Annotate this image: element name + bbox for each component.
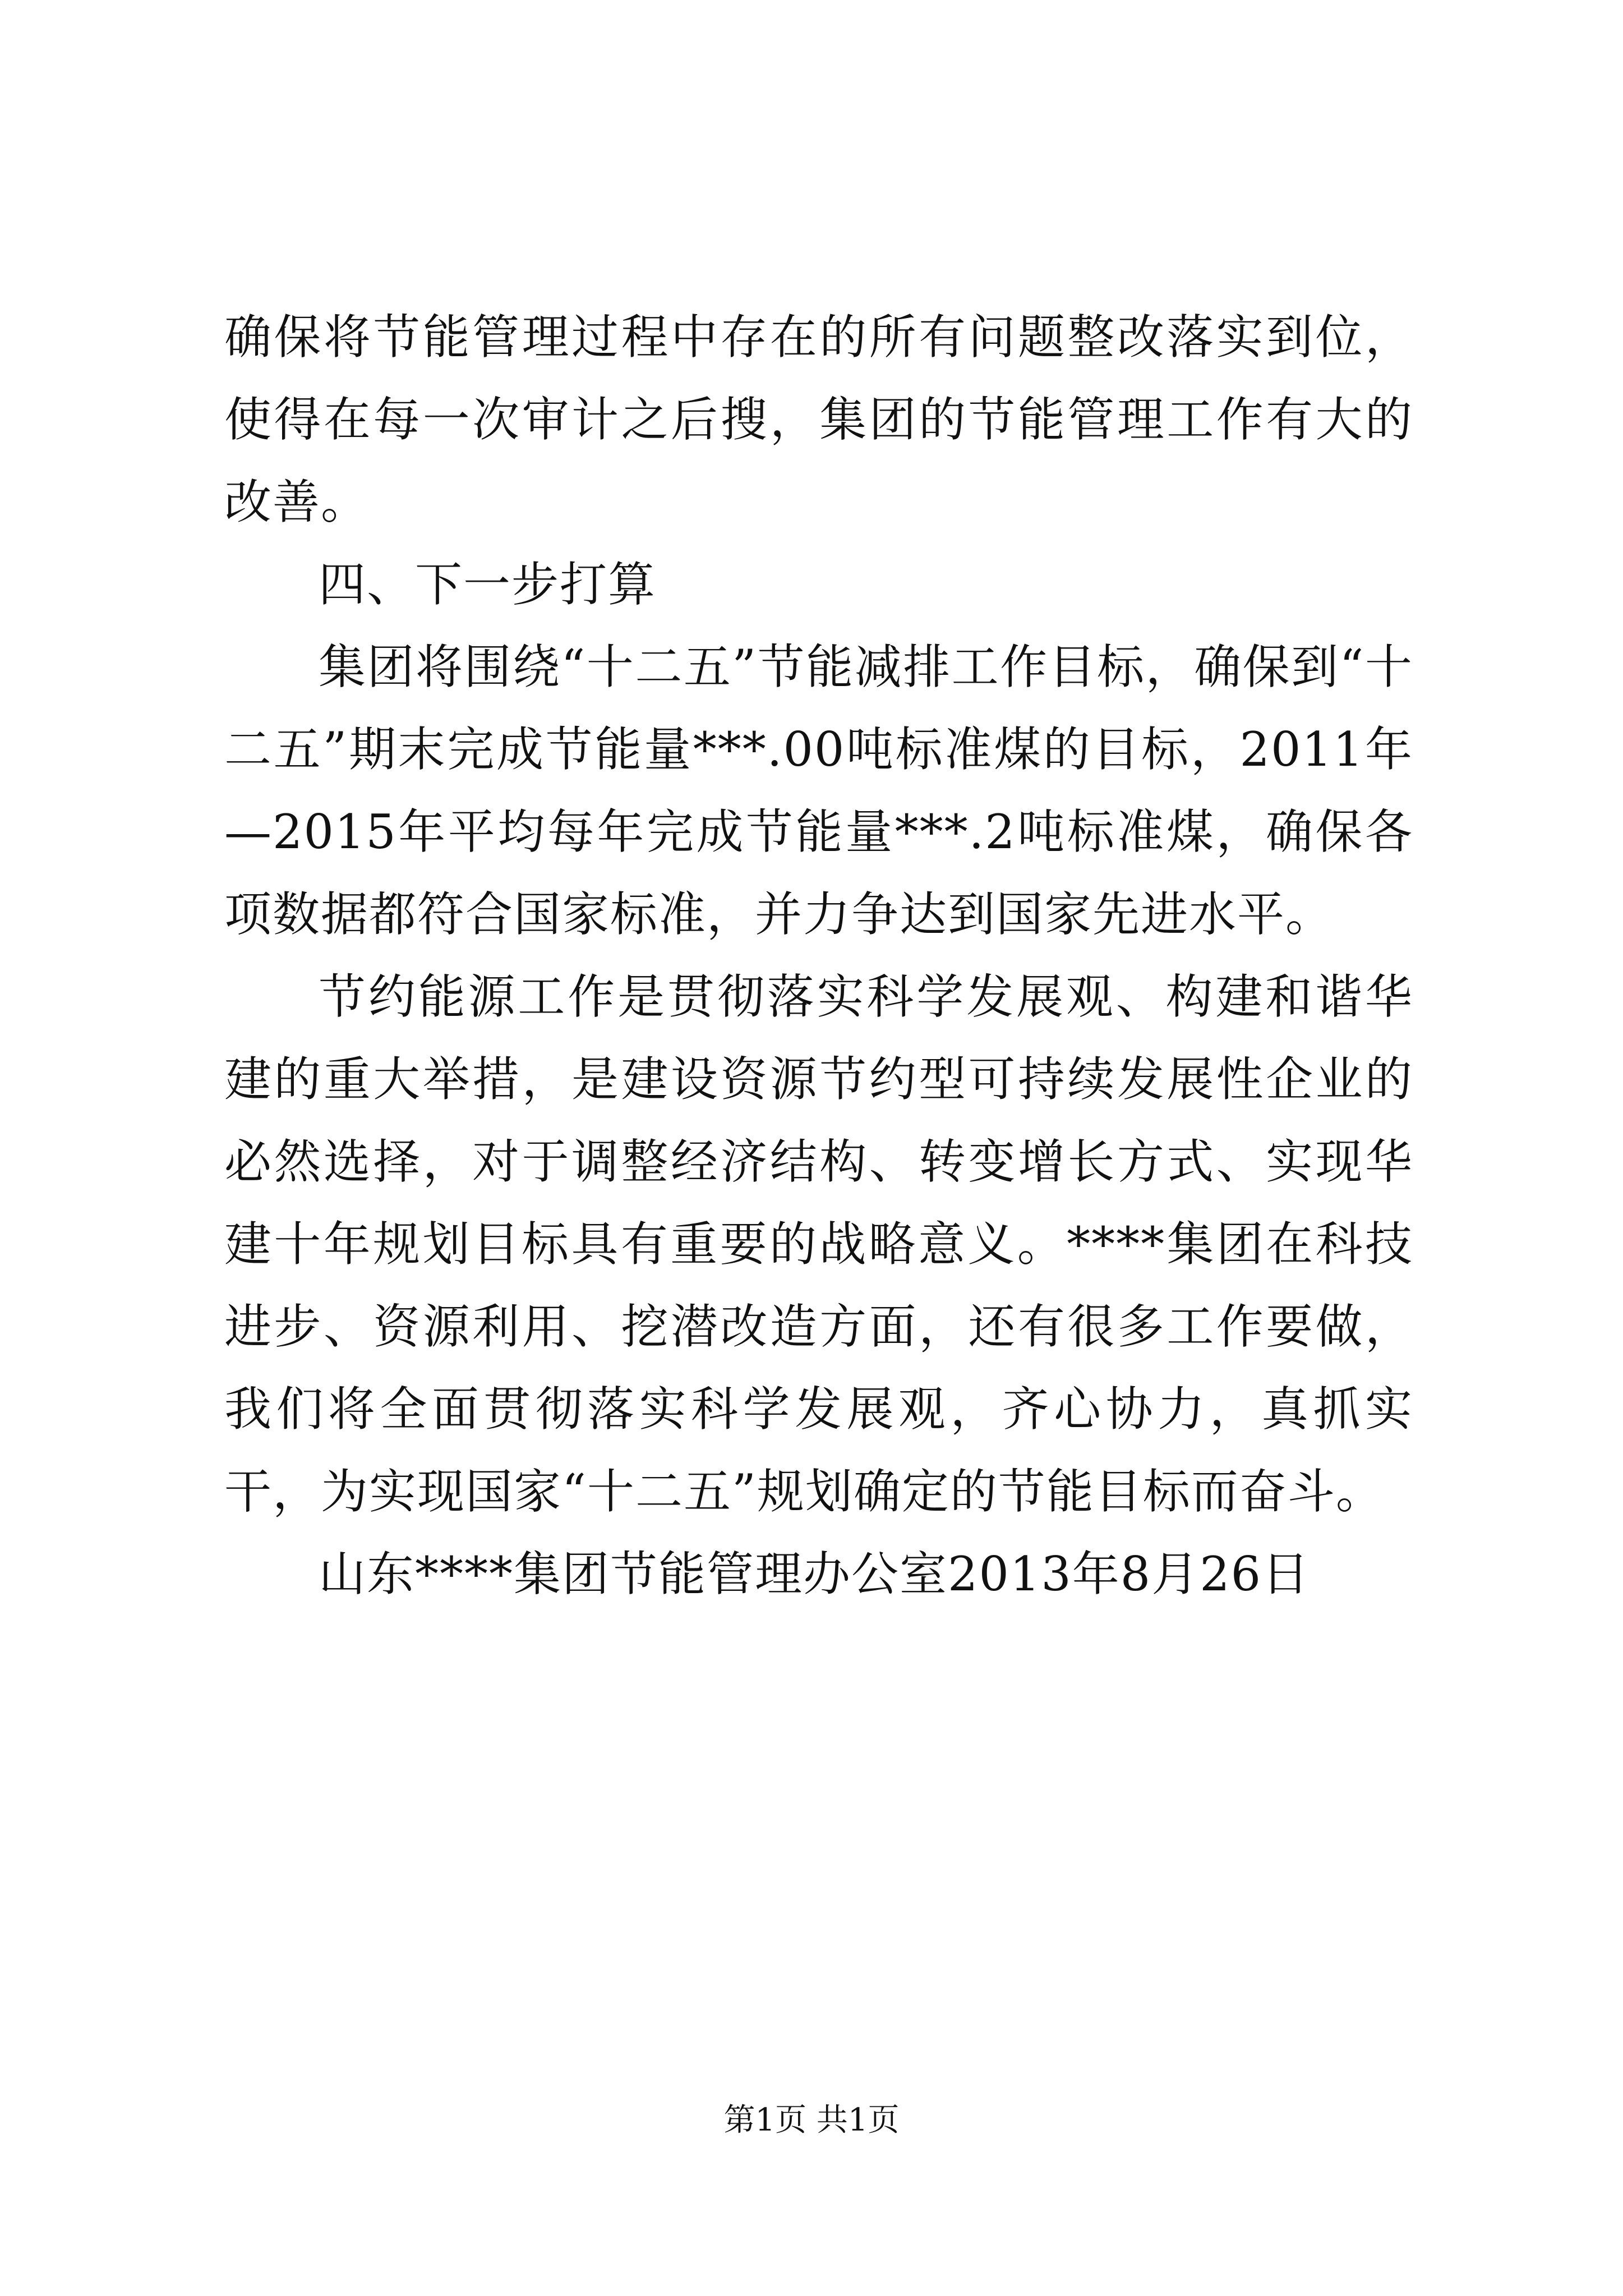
paragraph-significance: 节约能源工作是贯彻落实科学发展观、构建和谐华建的重大举措，是建设资源节约型可持续发展性企业的必然选择，对于调整经济结构、转变增长方式、实现华建十年规划目标具有重要的战略意义。****集团在科技进步、资源利用、挖潜改造方面，还有很多工作要做，我们将全面贯彻落实科学发展观，齐心协力，真抓实干，为实现国家“十二五”规划确定的节能目标而奋斗。 xyxy=(224,969,1413,1519)
paragraph-continuation: 确保将节能管理过程中存在的所有问题整改落实到位，使得在每一次审计之后搜，集团的节能管理工作有大的改善。 xyxy=(224,310,1413,530)
document-body xyxy=(224,296,1413,1616)
section-heading: 四、下一步打算 xyxy=(319,557,657,612)
paragraph-targets: 集团将围绕“十二五”节能减排工作目标，确保到“十二五”期末完成节能量***.00吨标准煤的目标，2011年—2015年平均每年完成节能量***.2吨标准煤，确保各项数据都符合国家标准，并力争达到国家先进水平。 xyxy=(224,639,1413,942)
page-footer: 第1页 共1页 xyxy=(723,2102,900,2138)
signature-date-line: 山东****集团节能管理办公室2013年8月26日 xyxy=(319,1547,1311,1602)
